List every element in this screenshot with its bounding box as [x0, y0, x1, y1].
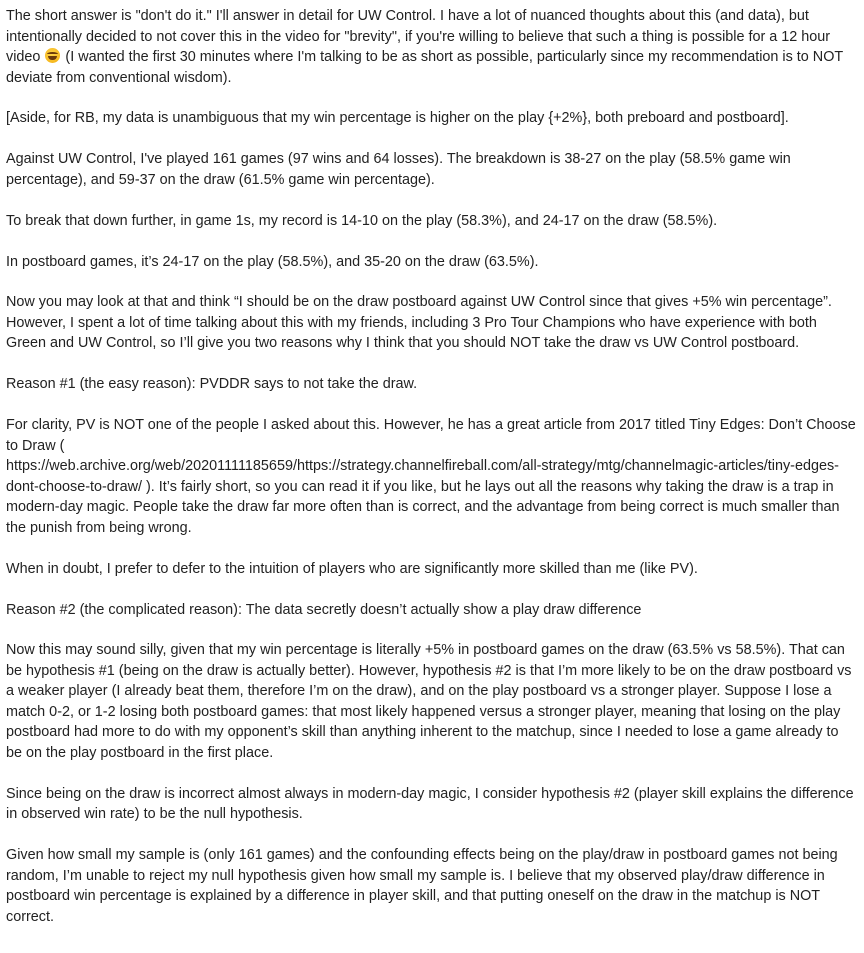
paragraph-text: ). It’s fairly short, so you can read it if you like, but he lays out all the reasons why taking the draw is a trap in modern-day magic. People take the draw far more often than is correct, and the advantage from being correct is much smaller than the punish from being wrong.	[6, 478, 840, 536]
paragraph-game1-record: To break that down further, in game 1s, my record is 14-10 on the play (58.3%), and 24-17 on the draw (58.5%).	[6, 212, 718, 229]
paragraph-null-hypothesis: Since being on the draw is incorrect almost always in modern-day magic, I consider hypothesis #2 (player skill explains the difference in observed win rate) to be the null hypothesis.	[6, 785, 854, 823]
paragraph-text: For clarity, PV is NOT one of the people I asked about this. However, he has a great article from 2017 titled Tiny Edges: Don’t Choose to Draw (	[6, 417, 856, 454]
paragraph-reason-2: Reason #2 (the complicated reason): The data secretly doesn’t actually show a play draw difference	[6, 601, 642, 618]
paragraph-reason-1: Reason #1 (the easy reason): PVDDR says to not take the draw.	[6, 376, 418, 393]
paragraph-conclusion: Given how small my sample is (only 161 games) and the confounding effects being on the play/draw in postboard games not being random, I’m unable to reject my null hypothesis given how small my sample is. I believe that my observed play/draw difference in postboard win percentage is explained by a difference in player skill, and that putting oneself on the draw in the matchup is NOT correct.	[6, 847, 838, 925]
laughing-tears-emoji-icon	[45, 48, 60, 63]
paragraph-text: The short answer is "don't do it." I'll answer in detail for UW Control. I have a lot of nuanced thoughts about this (and data), but intentionally decided to not cover this in the video for "brevity", if you're willing to believe that such a thing is possible for a 12 hour video	[6, 8, 831, 65]
paragraph-postboard-record: In postboard games, it’s 24-17 on the play (58.5%), and 35-20 on the draw (63.5%).	[6, 253, 539, 270]
paragraph-defer-to-pv: When in doubt, I prefer to defer to the intuition of players who are significantly more skilled than me (like PV).	[6, 560, 698, 577]
paragraph-pv-article	[6, 415, 856, 538]
paragraph-uw-record: Against UW Control, I've played 161 games (97 wins and 64 losses). The breakdown is 38-27 on the play (58.5% game win percentage), and 59-37 on the draw (61.5% game win percentage).	[6, 151, 791, 188]
paragraph-short-answer	[6, 6, 856, 88]
article-link[interactable]: https://web.archive.org/web/20201111185659/https://strategy.channelfireball.com/all-strategy/mtg/channelmagic-articles/tiny-edges-dont-choose-to-draw/	[6, 458, 839, 495]
paragraph-two-reasons: Now you may look at that and think “I should be on the draw postboard against UW Control since that gives +5% win percentage”. However, I spent a lot of time talking about this with my friends, including 3 Pro Tour Champions who have experience with both Green and UW Control, so I’ll give you two reasons why I think that you should NOT take the draw vs UW Control postboard.	[6, 294, 832, 352]
paragraph-aside-rb: [Aside, for RB, my data is unambiguous that my win percentage is higher on the play {+2%}, both preboard and postboard].	[6, 110, 789, 127]
paragraph-hypotheses: Now this may sound silly, given that my win percentage is literally +5% in postboard games on the draw (63.5% vs 58.5%). That can be hypothesis #1 (being on the draw is actually better). However, hypothesis #2 is that I’m more likely to be on the draw postboard vs a weaker player (I already beat them, therefore I’m on the draw), and on the play postboard vs a stronger player. Suppose I lose a match 0-2, or 1-2 losing both postboard games: that most likely happened versus a stronger player, meaning that losing on the play postboard had more to do with my opponent’s skill than anything inherent to the matchup, since I needed to lose a game already to be on the play postboard in the first place.	[6, 642, 852, 761]
paragraph-text: (I wanted the first 30 minutes where I'm talking to be as short as possible, particularly since my recommendation is to NOT deviate from conventional wisdom).	[6, 49, 843, 86]
